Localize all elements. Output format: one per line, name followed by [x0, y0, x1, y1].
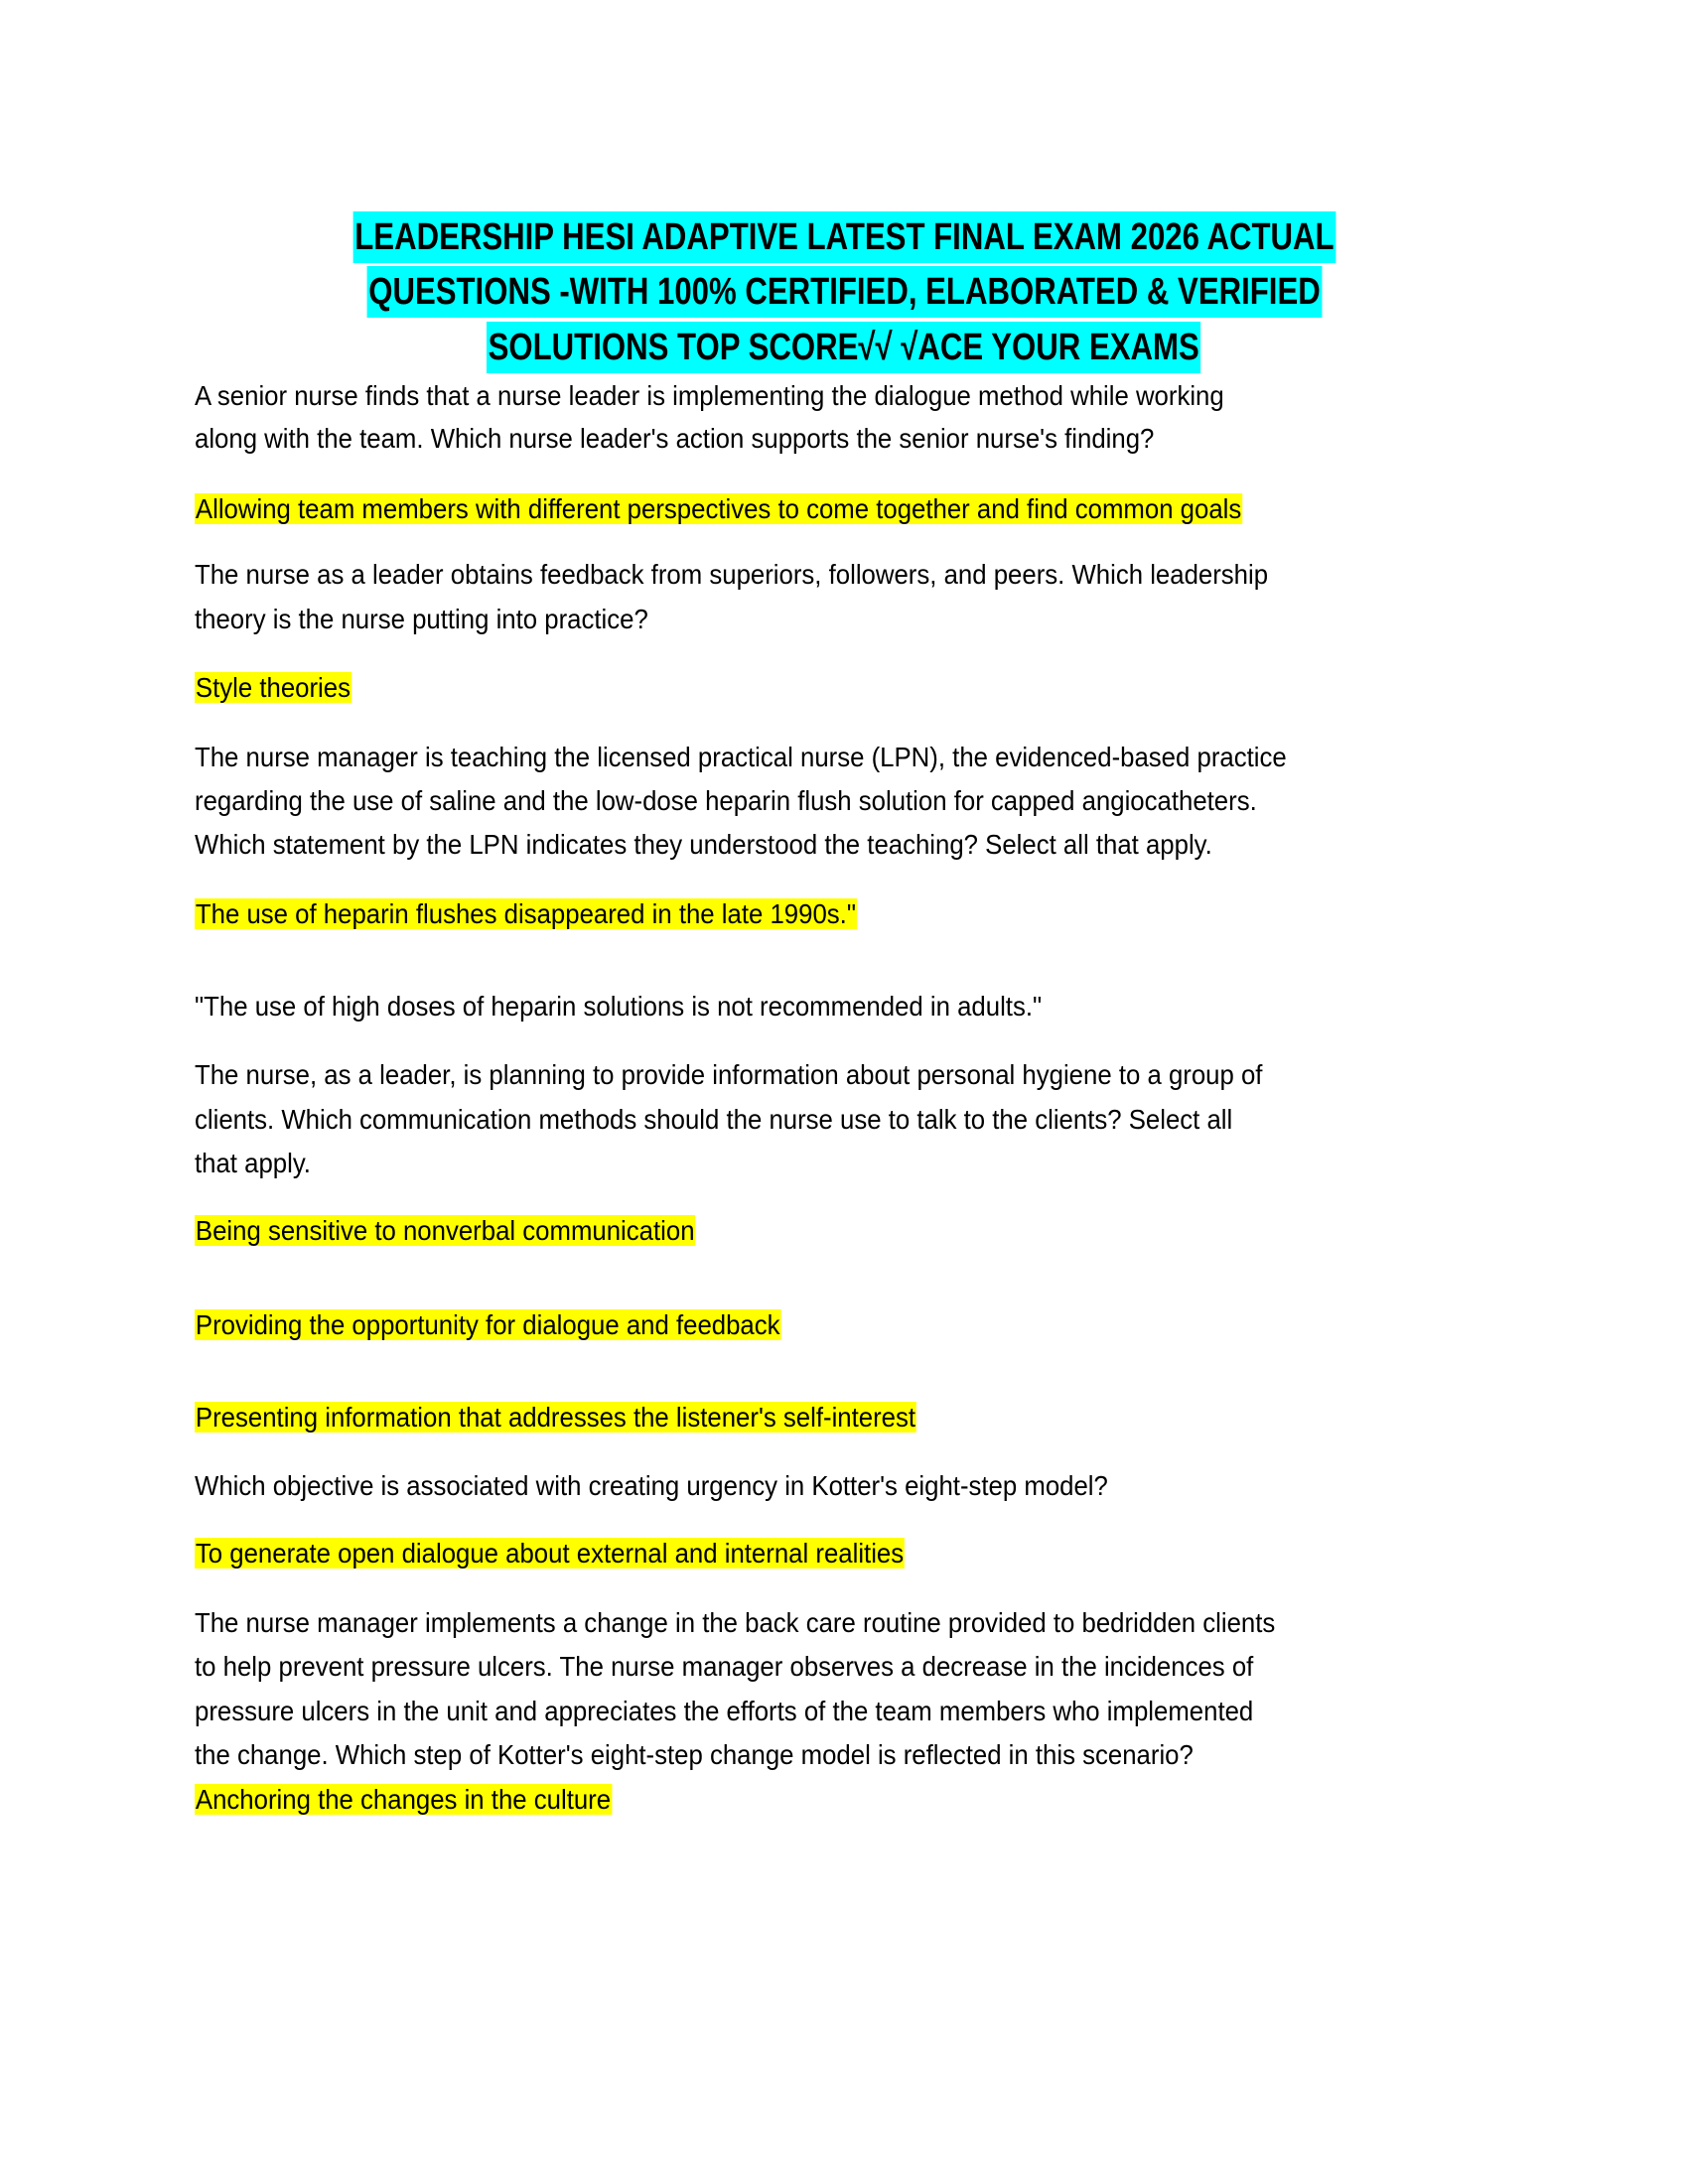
- answer-highlight: To generate open dialogue about external and internal realities: [195, 1538, 905, 1569]
- title-line: QUESTIONS -WITH 100% CERTIFIED, ELABORATED & VERIFIED: [366, 266, 1322, 318]
- answer-highlight: Being sensitive to nonverbal communication: [195, 1215, 695, 1246]
- question-text: along with the team. Which nurse leader's action supports the senior nurse's finding?: [195, 423, 1155, 454]
- answer-highlight: Style theories: [195, 672, 351, 703]
- answer-highlight: The use of heparin flushes disappeared in the late 1990s.": [195, 898, 856, 929]
- question-text: pressure ulcers in the unit and appreciates the efforts of the team members who implemented: [195, 1696, 1254, 1726]
- question-text: Which statement by the LPN indicates they understood the teaching? Select all that apply.: [195, 829, 1212, 860]
- question-text: The nurse manager implements a change in the back care routine provided to bedridden clients: [195, 1607, 1276, 1638]
- answer-highlight: Anchoring the changes in the culture: [195, 1784, 612, 1815]
- question-text: to help prevent pressure ulcers. The nurse manager observes a decrease in the incidences of: [195, 1651, 1254, 1682]
- question-text: clients. Which communication methods should the nurse use to talk to the clients? Select all: [195, 1104, 1233, 1135]
- answer-highlight: Allowing team members with different perspectives to come together and find common goals: [195, 493, 1242, 524]
- question-text: The nurse, as a leader, is planning to provide information about personal hygiene to a group of: [195, 1059, 1263, 1090]
- answer-text: "The use of high doses of heparin solutions is not recommended in adults.": [195, 991, 1043, 1022]
- question-text: A senior nurse finds that a nurse leader is implementing the dialogue method while working: [195, 380, 1224, 411]
- question-text: theory is the nurse putting into practice?: [195, 604, 648, 634]
- answer-highlight: Presenting information that addresses the listener's self-interest: [195, 1402, 916, 1433]
- question-text: Which objective is associated with creating urgency in Kotter's eight-step model?: [195, 1470, 1108, 1501]
- question-text: The nurse manager is teaching the licensed practical nurse (LPN), the evidenced-based practice: [195, 742, 1287, 772]
- question-text: regarding the use of saline and the low-dose heparin flush solution for capped angiocatheters.: [195, 785, 1257, 816]
- answer-highlight: Providing the opportunity for dialogue and feedback: [195, 1309, 780, 1340]
- title-line: SOLUTIONS TOP SCORE√√ √ACE YOUR EXAMS: [487, 322, 1200, 373]
- title-line: LEADERSHIP HESI ADAPTIVE LATEST FINAL EXAM 2026 ACTUAL: [352, 211, 1336, 263]
- question-text: that apply.: [195, 1148, 311, 1178]
- question-text: The nurse as a leader obtains feedback from superiors, followers, and peers. Which leadership: [195, 559, 1269, 590]
- question-text: the change. Which step of Kotter's eight-step change model is reflected in this scenario?: [195, 1739, 1194, 1770]
